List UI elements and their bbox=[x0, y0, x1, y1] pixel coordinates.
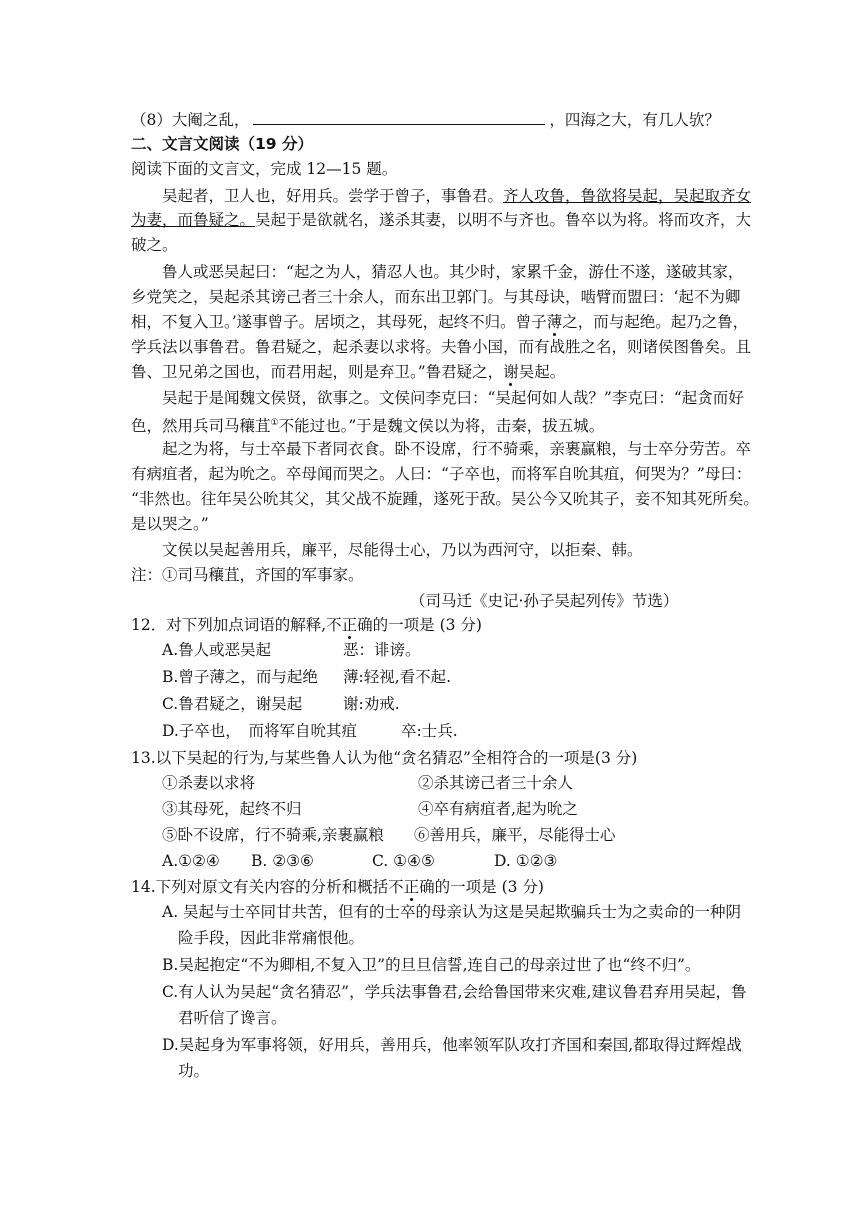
passage-p3-line1: 吴起于是闻魏文侯贤，欲事之。文侯问李克曰：“吴起何如人哉？”李克曰：“起贪而好 bbox=[162, 389, 744, 407]
p3-text: 不能过也。”于是魏文侯以为将，击秦，拔五城。 bbox=[278, 417, 605, 436]
q12-option-d-explain: 卒:士兵. bbox=[401, 722, 458, 740]
passage-p4-line2: 有病疽者，起为吮之。卒母闻而哭之。人曰：“子卒也，而将军自吮其疽，何哭为？”母曰： bbox=[131, 465, 752, 483]
passage-p3-line2 bbox=[131, 411, 604, 438]
q14-option-d[interactable]: D.吴起身为军事将领，好用兵，善用兵，他率领军队攻打齐国和秦国,都取得过辉煌战 bbox=[162, 1036, 742, 1054]
q12-option-d[interactable] bbox=[162, 719, 357, 743]
q12-option-c-explain: 谢:劝戒. bbox=[343, 695, 400, 713]
q13-option-b[interactable]: B. ②③⑥ bbox=[251, 852, 314, 870]
q14-option-b[interactable]: B.吴起抱定“不为卿相,不复入卫”的旦旦信誓,连自己的母亲过世了也“终不归”。 bbox=[162, 956, 701, 974]
q12-option-a[interactable] bbox=[162, 638, 271, 662]
question-13-stem: 13.以下吴起的行为,与某些鲁人认为他“贪名猜忍”全相符合的一项是(3 分) bbox=[131, 749, 638, 767]
q12-option-b[interactable] bbox=[162, 665, 318, 689]
passage-p5: 文侯以吴起善用兵，廉平，尽能得士心，乃以为西河守，以拒秦、韩。 bbox=[162, 541, 643, 559]
passage-p4-line3: “非然也。往年吴公吮其父，其父战不旋踵，遂死于敌。吴公今又吮其子，妾不知其死所矣。 bbox=[131, 490, 759, 508]
q13-item-6: ⑥善用兵，廉平，尽能得士心 bbox=[414, 826, 616, 844]
poem-question-8 bbox=[131, 108, 720, 132]
q13-option-a[interactable]: A.①②④ bbox=[162, 852, 220, 870]
passage-p2-line4: 学兵法以事鲁君。鲁君疑之，起杀妻以求将。夫鲁小国，而有战胜之名，则诸侯图鲁矣。且 bbox=[131, 338, 752, 356]
passage-p2-line3 bbox=[131, 310, 748, 334]
q12-option-a-explain: 恶：诽谤。 bbox=[343, 641, 421, 659]
q14-option-a-cont: 险手段，因此非常痛恨他。 bbox=[178, 929, 365, 947]
poem-q8-prefix: （8）大阉之乱， bbox=[131, 111, 250, 129]
passage-p2-line5 bbox=[131, 360, 565, 384]
footnote: 注：①司马穰苴，齐国的军事家。 bbox=[131, 566, 364, 584]
passage-p4-line1: 起之为将，与士卒最下者同衣食。卧不设席，行不骑乘，亲裹赢粮，与士卒分劳苦。卒 bbox=[162, 440, 752, 458]
passage-p1-line2 bbox=[131, 208, 751, 232]
q14-option-c-cont: 君听信了谗言。 bbox=[178, 1009, 287, 1027]
p2-text: 相，不复入卫。’遂事曾子。居顷之，其母死，起终不归。曾子 bbox=[131, 313, 547, 331]
dotted-word: 不正确 bbox=[388, 878, 435, 896]
q14-option-a[interactable]: A. 吴起与士卒同甘共苦，但有的士卒的母亲认为这是吴起欺骗兵士为之卖命的一种阴 bbox=[162, 903, 742, 921]
q14-stem-text: 的一项是 (3 分) bbox=[434, 878, 544, 896]
footnote-marker: ① bbox=[270, 418, 279, 428]
q14-stem-text: 14.下列对原文有关内容的分析和概括 bbox=[131, 878, 389, 896]
q14-option-c[interactable]: C.有人认为吴起“贪名猜忍”，学兵法事鲁君,会给鲁国带来灾难,建议鲁君弃用吴起，鲁 bbox=[162, 983, 747, 1001]
q13-item-2: ②杀其谤己者三十余人 bbox=[418, 774, 574, 792]
instruction: 阅读下面的文言文，完成 12—15 题。 bbox=[131, 160, 398, 178]
question-12-stem bbox=[131, 613, 482, 637]
option-text: B.曾子薄之，而与起绝 bbox=[162, 668, 318, 686]
p3-text: 色，然用兵司马穰苴 bbox=[131, 417, 271, 436]
q14-option-d-cont: 功。 bbox=[178, 1062, 210, 1080]
source-citation: （司马迁《史记·孙子吴起列传》节选） bbox=[410, 592, 679, 610]
passage-p2-line1: 鲁人或恶吴起曰：“起之为人，猜忍人也。其少时，家累千金，游仕不遂，遂破其家， bbox=[162, 263, 744, 281]
p1-underlined: 为妻，而鲁疑之。 bbox=[131, 211, 256, 229]
q13-item-3: ③其母死，起终不归 bbox=[162, 800, 302, 818]
passage-p1-line3: 破之。 bbox=[131, 236, 178, 254]
q13-item-4: ④卒有病疽者,起为吮之 bbox=[418, 800, 578, 818]
q13-option-d[interactable]: D. ①②③ bbox=[494, 852, 558, 870]
p2-text: 鲁、卫兄弟之国也，而君用起，则是弃卫。”鲁君疑之， bbox=[131, 363, 504, 381]
dotted-word: 谢 bbox=[503, 363, 519, 381]
passage-p4-line4: 是以哭之。” bbox=[131, 515, 209, 533]
q12-stem-text: 12．对下列加点词语的解释, bbox=[131, 616, 327, 634]
passage-p1-line1 bbox=[162, 184, 751, 208]
p2-text: 之，而与起绝。起乃之鲁， bbox=[562, 313, 749, 331]
question-14-stem bbox=[131, 875, 544, 899]
p2-text: 吴起。 bbox=[518, 363, 566, 381]
fill-blank[interactable] bbox=[253, 110, 545, 125]
dotted-word: 不正确 bbox=[326, 616, 373, 634]
q13-item-1: ①杀妻以求将 bbox=[162, 774, 256, 792]
q13-item-5: ⑤卧不设席，行不骑乘,亲裹赢粮 bbox=[162, 826, 384, 844]
poem-q8-suffix: ，四海之大，有几人欤？ bbox=[549, 111, 720, 129]
q13-option-c[interactable]: C. ①④⑤ bbox=[372, 852, 435, 870]
q12-option-c[interactable] bbox=[162, 692, 302, 716]
option-text: D.子卒也， 而将军自吮其疽 bbox=[162, 722, 358, 740]
option-text: C.鲁君疑之，谢吴起 bbox=[162, 695, 303, 713]
section-title: 二、文言文阅读（19 分） bbox=[131, 135, 313, 153]
p1-text: 吴起于是欲就名，遂杀其妻，以明不与齐也。鲁卒以为将。将而攻齐，大 bbox=[255, 211, 752, 229]
q12-stem-text: 的一项是 (3 分) bbox=[372, 616, 482, 634]
dotted-word: 薄 bbox=[546, 313, 563, 331]
passage-p2-line2: 乡党笑之，吴起杀其谤己者三十余人，而东出卫郭门。与其母诀，啮臂而盟曰：‘起不为卿 bbox=[131, 288, 741, 306]
p1-text: 吴起者，卫人也，好用兵。尝学于曾子，事鲁君。 bbox=[162, 187, 504, 205]
option-text: A.鲁人或恶吴起 bbox=[162, 641, 272, 659]
q12-option-b-explain: 薄:轻视,看不起. bbox=[343, 668, 452, 686]
p1-underlined: 齐人攻鲁，鲁欲将吴起，吴起取齐女 bbox=[503, 187, 752, 205]
